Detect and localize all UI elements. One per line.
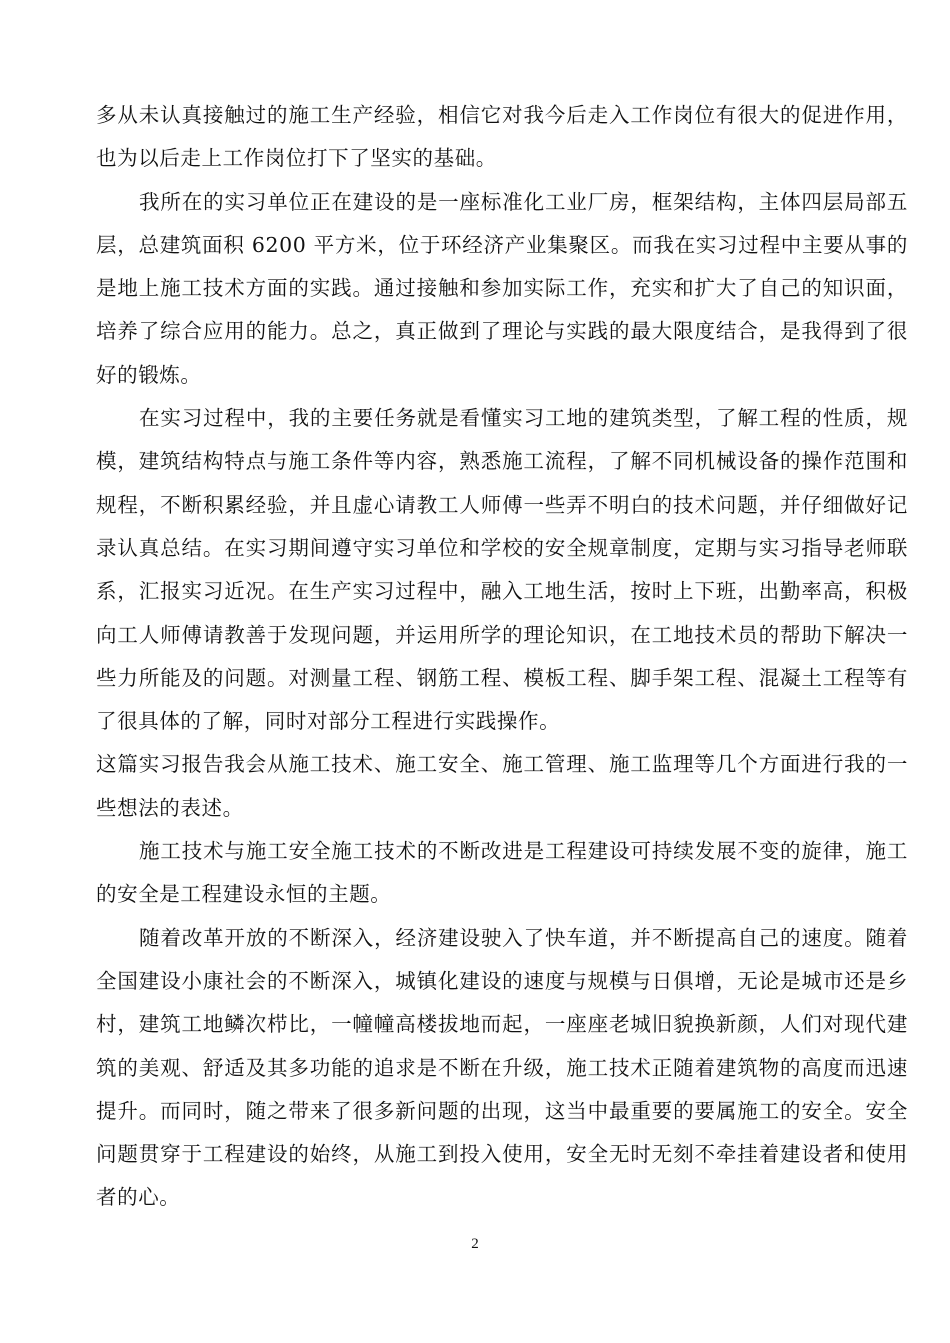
paragraph-4: 这篇实习报告我会从施工技术、施工安全、施工管理、施工监理等几个方面进行我的一些想法的表述。 [96,752,908,820]
body-text [96,94,908,1220]
paragraph-2: 我所在的实习单位正在建设的是一座标准化工业厂房，框架结构，主体四层局部五层，总建筑面积 6200 平方米，位于环经济产业集聚区。而我在实习过程中主要从事的是地上施工技术方面的实践。通过接触和参加实际工作，充实和扩大了自己的知识面，培养了综合应用的能力。总之，真正做到了理论与实践的最大限度结合，是我得到了很好的锻炼。 [96,189,908,387]
paragraph-6: 随着改革开放的不断深入，经济建设驶入了快车道，并不断提高自己的速度。随着全国建设小康社会的不断深入，城镇化建设的速度与规模与日俱增，无论是城市还是乡村，建筑工地鳞次栉比，一幢幢高楼拔地而起，一座座老城旧貌换新颜，人们对现代建筑的美观、舒适及其多功能的追求是不断在升级，施工技术正随着建筑物的高度而迅速提升。而同时，随之带来了很多新问题的出现，这当中最重要的要属施工的安全。安全问题贯穿于工程建设的始终，从施工到投入使用，安全无时无刻不牵挂着建设者和使用者的心。 [96,925,908,1210]
paragraph-5: 施工技术与施工安全施工技术的不断改进是工程建设可持续发展不变的旋律，施工的安全是工程建设永恒的主题。 [96,839,908,907]
page-number: 2 [471,1236,479,1252]
paragraph-3: 在实习过程中，我的主要任务就是看懂实习工地的建筑类型，了解工程的性质，规模，建筑结构特点与施工条件等内容，熟悉施工流程，了解不同机械设备的操作范围和规程，不断积累经验，并且虚心请教工人师傅一些弄不明白的技术问题，并仔细做好记录认真总结。在实习期间遵守实习单位和学校的安全规章制度，定期与实习指导老师联系，汇报实习近况。在生产实习过程中，融入工地生活，按时上下班，出勤率高，积极向工人师傅请教善于发现问题，并运用所学的理论知识，在工地技术员的帮助下解决一些力所能及的问题。对测量工程、钢筋工程、模板工程、脚手架工程、混凝土工程等有了很具体的了解，同时对部分工程进行实践操作。 [96,406,908,734]
paragraph-1: 多从未认真接触过的施工生产经验，相信它对我今后走入工作岗位有很大的促进作用，也为以后走上工作岗位打下了坚实的基础。 [96,103,908,171]
